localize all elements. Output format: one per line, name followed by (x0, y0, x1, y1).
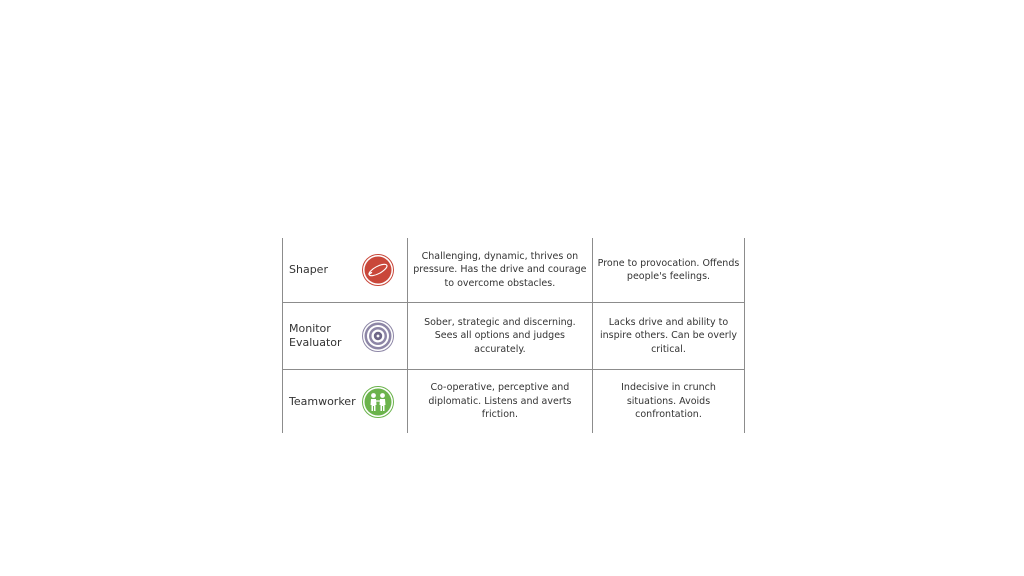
strengths-cell: Sober, strategic and discerning. Sees all options and judges accurately. (407, 303, 592, 370)
team-roles-table (282, 238, 745, 433)
strengths-cell: Co-operative, perceptive and diplomatic. Listens and averts friction. (407, 370, 592, 434)
role-name: Shaper (289, 263, 328, 276)
weaknesses-cell: Prone to provocation. Offends people's feelings. (592, 238, 744, 303)
people-icon (362, 386, 394, 418)
table-row-teamworker (283, 370, 745, 434)
role-cell (283, 238, 408, 303)
table-row-shaper (283, 238, 745, 303)
weaknesses-cell: Lacks drive and ability to inspire others. Can be overly critical. (592, 303, 744, 370)
table-row-monitor-evaluator (283, 303, 745, 370)
role-cell (283, 370, 408, 434)
role-name: Monitor Evaluator (289, 322, 342, 349)
role-cell (283, 303, 408, 370)
eye-icon (362, 320, 394, 352)
role-name: Teamworker (289, 394, 356, 408)
strengths-cell: Challenging, dynamic, thrives on pressure. Has the drive and courage to overcome obstacles. (407, 238, 592, 303)
shaper-icon (362, 254, 394, 286)
weaknesses-cell: Indecisive in crunch situations. Avoids confrontation. (592, 370, 744, 434)
